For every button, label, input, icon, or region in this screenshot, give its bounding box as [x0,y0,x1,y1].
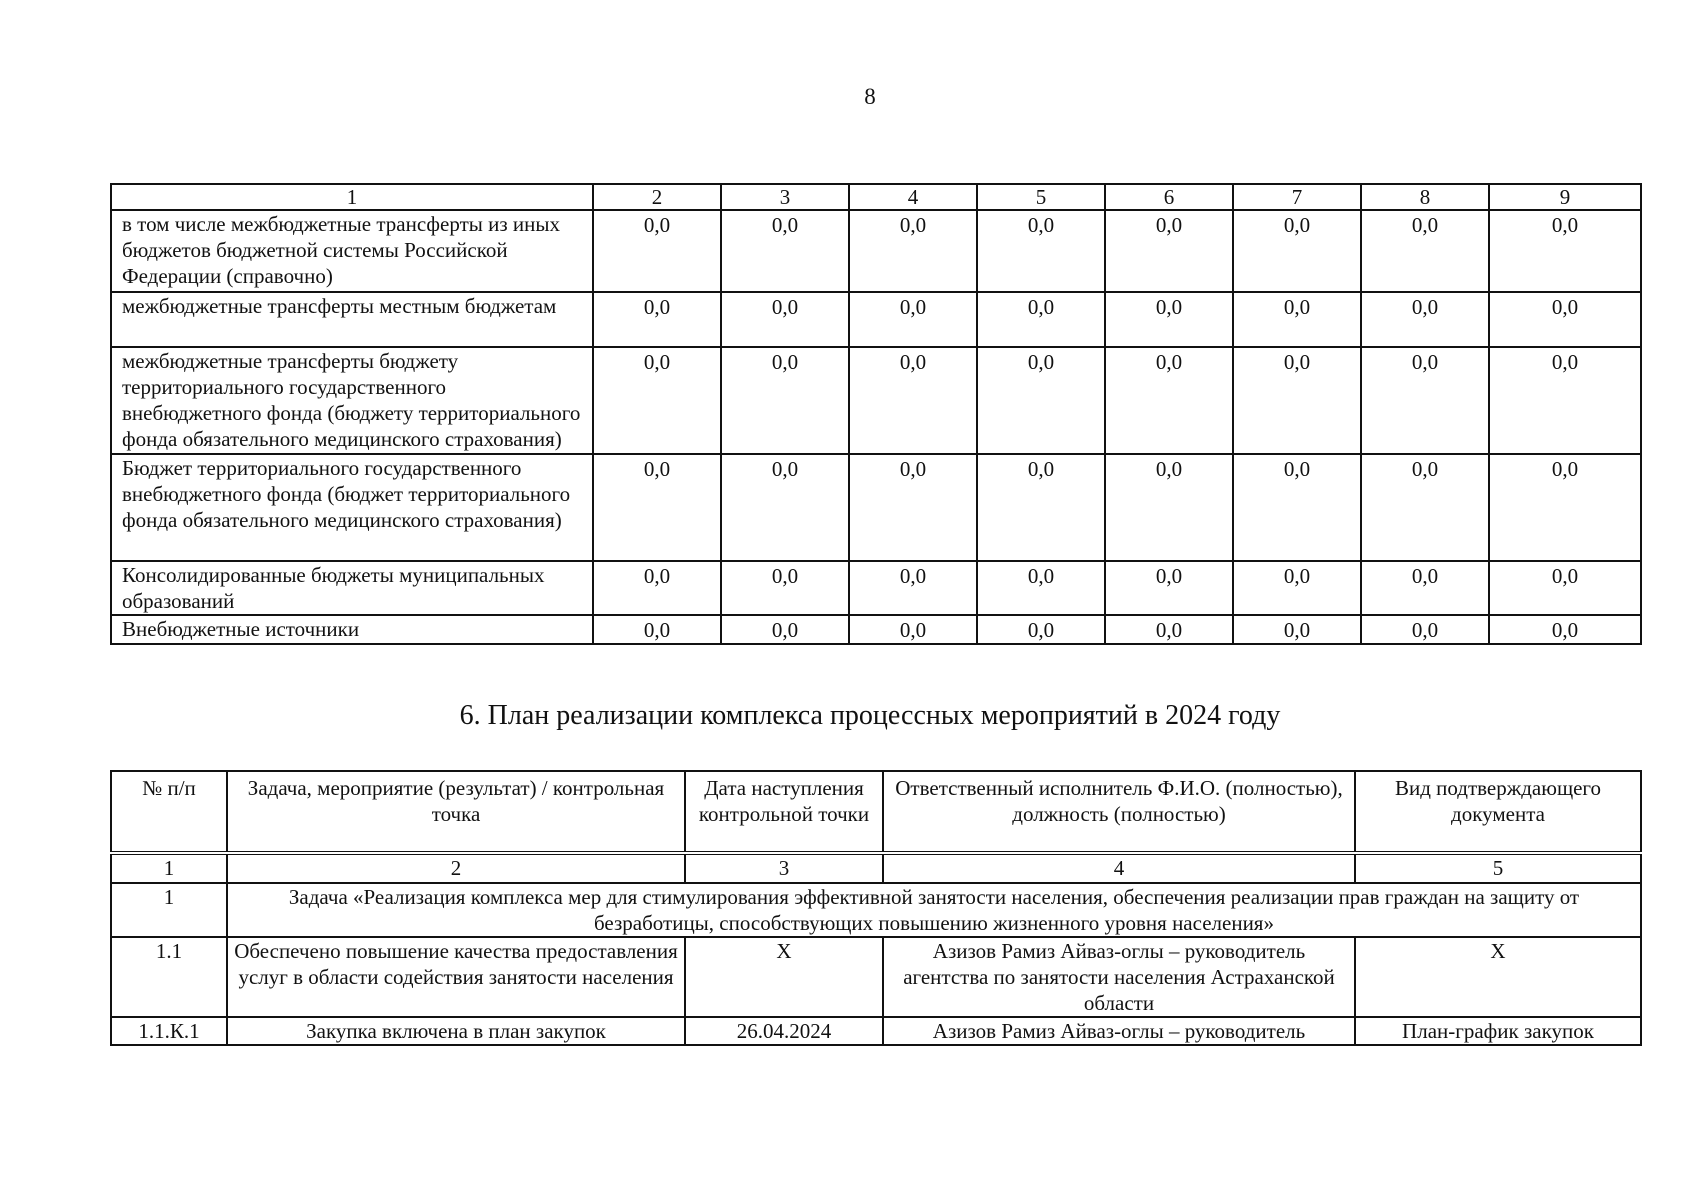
column-number: 2 [227,853,685,883]
column-number: 3 [721,184,849,210]
budget-value: 0,0 [593,210,721,292]
budget-value: 0,0 [593,454,721,561]
budget-value: 0,0 [849,347,977,454]
budget-value: 0,0 [1233,347,1361,454]
budget-value: 0,0 [849,561,977,615]
column-number: 4 [849,184,977,210]
budget-value: 0,0 [721,454,849,561]
column-number: 1 [111,853,227,883]
budget-value: 0,0 [1361,454,1489,561]
plan-row-task: Закупка включена в план закупок [227,1017,685,1045]
section-title: 6. План реализации комплекса процессных мероприятий в 2024 году [459,700,1281,731]
budget-row [111,615,1641,644]
budget-row-label: Бюджет территориального государственного внебюджетного фонда (бюджет территориального фонда обязательного медицинского страхования) [111,454,593,561]
budget-value: 0,0 [1105,292,1233,347]
budget-value: 0,0 [593,347,721,454]
column-number: 7 [1233,184,1361,210]
budget-value: 0,0 [1105,454,1233,561]
plan-header-row [111,771,1641,853]
plan-row-document: X [1355,937,1641,1017]
plan-row-date: 26.04.2024 [685,1017,883,1045]
budget-row [111,561,1641,615]
page-number: 8 [864,84,876,109]
plan-row [111,937,1641,1017]
budget-value: 0,0 [1233,561,1361,615]
budget-value: 0,0 [977,615,1105,644]
column-number: 8 [1361,184,1489,210]
budget-value: 0,0 [1489,292,1641,347]
budget-value: 0,0 [1489,615,1641,644]
plan-row-task: Обеспечено повышение качества предоставления услуг в области содействия занятости населения [227,937,685,1017]
plan-row-number: 1.1 [111,937,227,1017]
column-number: 4 [883,853,1355,883]
column-number: 2 [593,184,721,210]
budget-value: 0,0 [1105,615,1233,644]
plan-row-date: X [685,937,883,1017]
budget-value: 0,0 [849,210,977,292]
budget-value: 0,0 [1361,347,1489,454]
budget-value: 0,0 [1361,210,1489,292]
budget-value: 0,0 [593,615,721,644]
budget-value: 0,0 [1489,454,1641,561]
column-number: 5 [977,184,1105,210]
budget-value: 0,0 [1489,347,1641,454]
plan-task-row [111,883,1641,937]
budget-value: 0,0 [1233,292,1361,347]
column-number: 1 [111,184,593,210]
budget-value: 0,0 [593,292,721,347]
plan-column-numbers-row [111,853,1641,883]
header-date: Дата наступления контрольной точки [685,771,883,853]
header-number: № п/п [111,771,227,853]
budget-value: 0,0 [977,292,1105,347]
budget-value: 0,0 [1489,561,1641,615]
plan-table [110,770,1642,1046]
budget-value: 0,0 [721,292,849,347]
plan-row-document: План-график закупок [1355,1017,1641,1045]
budget-value: 0,0 [1489,210,1641,292]
budget-row-label: в том числе межбюджетные трансферты из иных бюджетов бюджетной системы Российской Федерации (справочно) [111,210,593,292]
budget-value: 0,0 [1233,615,1361,644]
budget-row-label: Консолидированные бюджеты муниципальных образований [111,561,593,615]
budget-value: 0,0 [1361,561,1489,615]
budget-value: 0,0 [1233,454,1361,561]
budget-value: 0,0 [849,292,977,347]
budget-row [111,210,1641,292]
budget-value: 0,0 [1233,210,1361,292]
task-number: 1 [111,883,227,937]
budget-value: 0,0 [849,454,977,561]
budget-value: 0,0 [977,347,1105,454]
budget-value: 0,0 [1361,615,1489,644]
budget-value: 0,0 [977,454,1105,561]
budget-row-label: межбюджетные трансферты бюджету территориального государственного внебюджетного фонда (бюджету территориального фонда обязательного медицинского страхования) [111,347,593,454]
budget-value: 0,0 [593,561,721,615]
budget-value: 0,0 [849,615,977,644]
budget-row [111,454,1641,561]
column-number: 9 [1489,184,1641,210]
column-number: 5 [1355,853,1641,883]
header-document: Вид подтверждающего документа [1355,771,1641,853]
header-task: Задача, мероприятие (результат) / контрольная точка [227,771,685,853]
budget-row [111,292,1641,347]
budget-value: 0,0 [1105,561,1233,615]
header-responsible: Ответственный исполнитель Ф.И.О. (полностью), должность (полностью) [883,771,1355,853]
budget-value: 0,0 [721,561,849,615]
budget-value: 0,0 [977,210,1105,292]
budget-value: 0,0 [977,561,1105,615]
plan-row [111,1017,1641,1045]
budget-value: 0,0 [1105,347,1233,454]
budget-row-label: Внебюджетные источники [111,615,593,644]
budget-value: 0,0 [721,210,849,292]
column-number: 3 [685,853,883,883]
plan-row-number: 1.1.К.1 [111,1017,227,1045]
plan-row-responsible: Азизов Рамиз Айваз-оглы – руководитель агентства по занятости населения Астраханской области [883,937,1355,1017]
budget-value: 0,0 [721,347,849,454]
budget-value: 0,0 [1361,292,1489,347]
budget-table [110,183,1642,645]
task-text: Задача «Реализация комплекса мер для стимулирования эффективной занятости населения, обеспечения реализации прав граждан на защиту от безработицы, способствующих повышению жизненного уровня населения» [227,883,1641,937]
budget-value: 0,0 [721,615,849,644]
budget-row-label: межбюджетные трансферты местным бюджетам [111,292,593,347]
column-number: 6 [1105,184,1233,210]
plan-row-responsible: Азизов Рамиз Айваз-оглы – руководитель [883,1017,1355,1045]
budget-value: 0,0 [1105,210,1233,292]
budget-header-row [111,184,1641,210]
budget-row [111,347,1641,454]
